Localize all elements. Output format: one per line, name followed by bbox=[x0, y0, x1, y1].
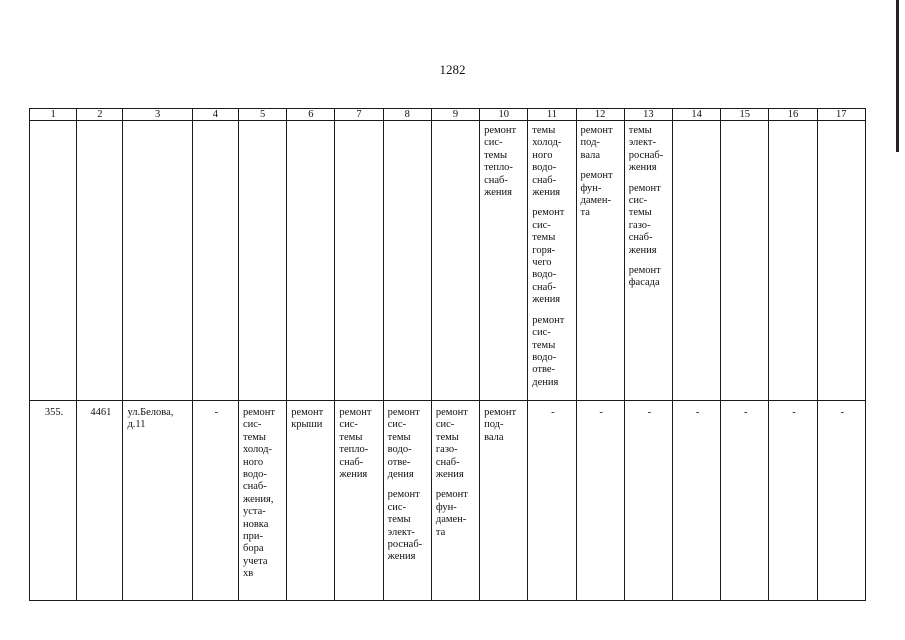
cell-text: ремонт сис- темы тепло- снаб- жения bbox=[339, 407, 372, 481]
table-cell-col-1 bbox=[30, 121, 77, 401]
table-row bbox=[30, 121, 866, 401]
cell-text: - bbox=[792, 407, 796, 418]
column-number-2: 2 bbox=[77, 109, 123, 121]
table-row bbox=[30, 401, 866, 601]
table-cell-col-8 bbox=[383, 121, 431, 401]
table-cell-col-12 bbox=[576, 401, 624, 601]
repair-schedule-table bbox=[29, 108, 866, 601]
column-number-16: 16 bbox=[769, 109, 817, 121]
column-number-7: 7 bbox=[335, 109, 383, 121]
column-number-10: 10 bbox=[480, 109, 528, 121]
column-number-14: 14 bbox=[672, 109, 720, 121]
table-cell-col-4 bbox=[192, 401, 238, 601]
column-number-4: 4 bbox=[192, 109, 238, 121]
table-cell-col-4 bbox=[192, 121, 238, 401]
cell-text: - bbox=[744, 407, 748, 418]
cell-text: ремонт сис- темы элект- роснаб- жения bbox=[387, 489, 423, 563]
table-cell-col-15 bbox=[721, 401, 769, 601]
column-number-6: 6 bbox=[287, 109, 335, 121]
column-number-12: 12 bbox=[576, 109, 624, 121]
table-cell-col-17 bbox=[817, 401, 865, 601]
cell-text: 4461 bbox=[90, 407, 112, 418]
table-cell-col-6 bbox=[287, 401, 335, 601]
table-cell-col-16 bbox=[769, 401, 817, 601]
column-number-5: 5 bbox=[238, 109, 286, 121]
table-cell-col-16 bbox=[769, 121, 817, 401]
cell-text: - bbox=[599, 407, 603, 418]
cell-text: ремонт крыши bbox=[291, 407, 324, 431]
cell-text: ремонт под- вала bbox=[580, 125, 613, 161]
cell-text: ремонт сис- темы холод- ного водо- снаб- жения, уста- новка при- бора учета хв bbox=[242, 407, 275, 580]
table-cell-col-6 bbox=[287, 121, 335, 401]
cell-text: ремонт сис- темы горя- чего водо- снаб- жения bbox=[532, 207, 565, 306]
table-cell-col-2 bbox=[77, 121, 123, 401]
table-cell-col-7 bbox=[335, 121, 383, 401]
cell-text: - bbox=[840, 407, 845, 418]
column-number-9: 9 bbox=[431, 109, 479, 121]
cell-text: - bbox=[695, 407, 700, 418]
table-cell-col-14 bbox=[672, 401, 720, 601]
table-cell-col-9 bbox=[431, 401, 479, 601]
cell-text: ремонт фун- дамен- та bbox=[435, 489, 468, 538]
table-cell-col-5 bbox=[238, 401, 286, 601]
table-cell-col-14 bbox=[672, 121, 720, 401]
column-number-13: 13 bbox=[624, 109, 672, 121]
table-cell-col-3 bbox=[123, 401, 192, 601]
table-cell-col-10 bbox=[480, 121, 528, 401]
cell-text: ремонт сис- темы тепло- снаб- жения bbox=[484, 125, 517, 199]
cell-text: - bbox=[647, 407, 652, 418]
table-cell-col-5 bbox=[238, 121, 286, 401]
cell-text: 355. bbox=[44, 407, 64, 418]
cell-text: ремонт под- вала bbox=[484, 407, 517, 443]
column-number-row bbox=[30, 109, 866, 121]
cell-text: ремонт фасада bbox=[628, 265, 661, 289]
column-number-15: 15 bbox=[721, 109, 769, 121]
table-cell-col-11 bbox=[528, 401, 576, 601]
column-number-17: 17 bbox=[817, 109, 865, 121]
table-cell-col-7 bbox=[335, 401, 383, 601]
table-cell-col-15 bbox=[721, 121, 769, 401]
column-number-3: 3 bbox=[123, 109, 192, 121]
column-number-11: 11 bbox=[528, 109, 576, 121]
table-cell-col-11 bbox=[528, 121, 576, 401]
cell-text: ремонт сис- темы водо- отве- дения bbox=[532, 314, 565, 388]
cell-text: темы элект- роснаб- жения bbox=[628, 125, 664, 174]
table-cell-col-12 bbox=[576, 121, 624, 401]
column-number-8: 8 bbox=[383, 109, 431, 121]
table-cell-col-1 bbox=[30, 401, 77, 601]
cell-text: ремонт фун- дамен- та bbox=[580, 170, 613, 219]
cell-text: ремонт сис- темы водо- отве- дения bbox=[387, 407, 420, 481]
table-cell-col-8 bbox=[383, 401, 431, 601]
table-cell-col-13 bbox=[624, 401, 672, 601]
scan-edge-mark bbox=[896, 0, 899, 152]
cell-text: ремонт сис- темы газо- снаб- жения bbox=[435, 407, 468, 481]
table-cell-col-17 bbox=[817, 121, 865, 401]
column-number-1: 1 bbox=[30, 109, 77, 121]
cell-text: темы холод- ного водо- снаб- жения bbox=[532, 125, 562, 199]
table-cell-col-9 bbox=[431, 121, 479, 401]
cell-text: - bbox=[214, 407, 219, 418]
table-cell-col-13 bbox=[624, 121, 672, 401]
page-number: 1282 bbox=[439, 62, 466, 77]
cell-text: ремонт сис- темы газо- снаб- жения bbox=[628, 182, 661, 256]
table-cell-col-3 bbox=[123, 121, 192, 401]
table-cell-col-2 bbox=[77, 401, 123, 601]
cell-text: - bbox=[551, 407, 555, 418]
cell-text: ул.Белова, д.11 bbox=[127, 407, 174, 431]
table-cell-col-10 bbox=[480, 401, 528, 601]
